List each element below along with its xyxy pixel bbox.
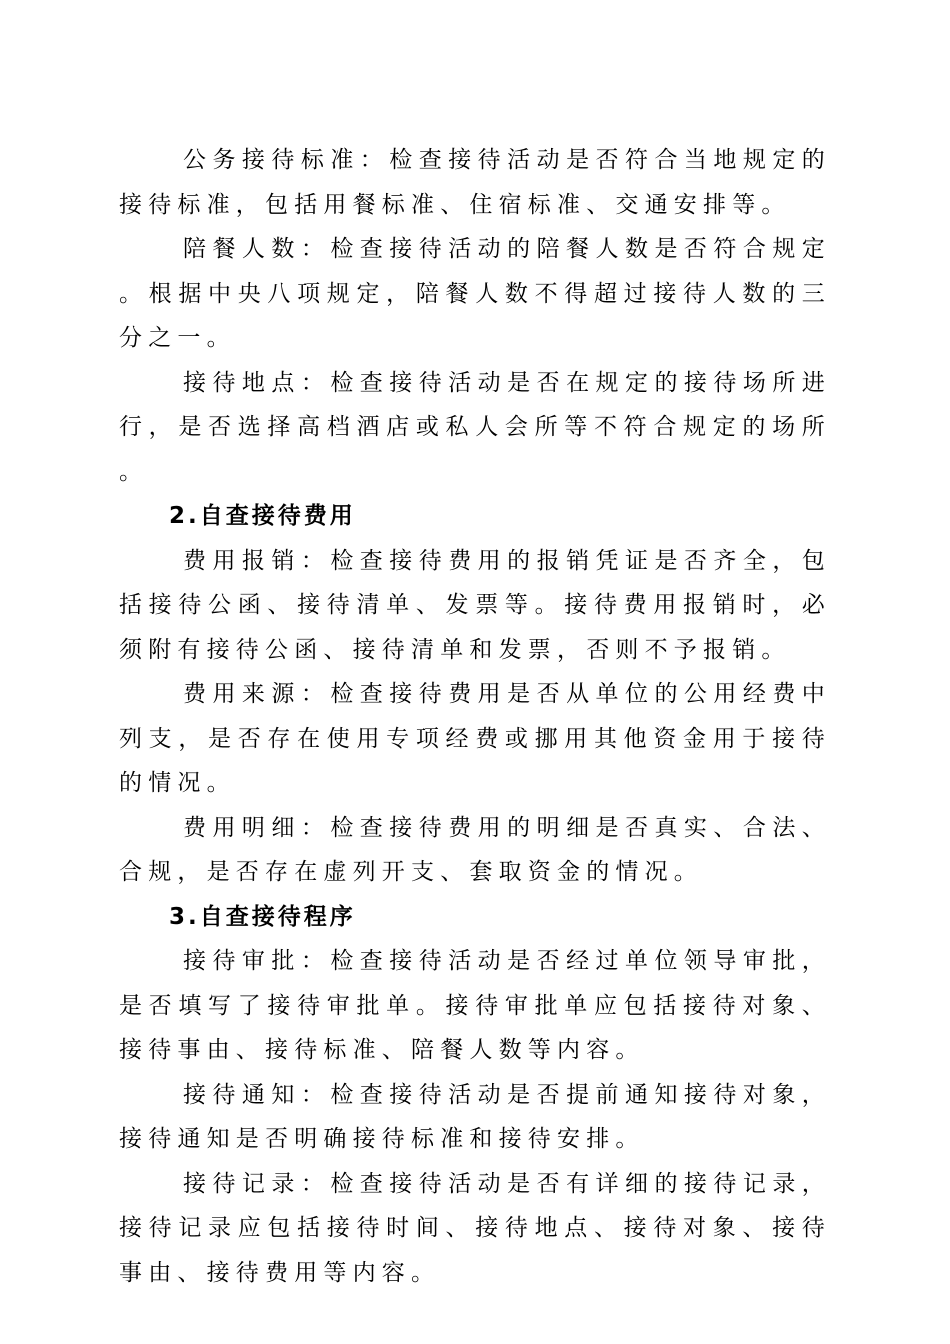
document-body xyxy=(119,138,831,1295)
section-heading-reception-expenses: 2.自查接待费用 xyxy=(169,503,356,529)
paragraph-reception-record: 接待记录：检查接待活动是否有详细的接待记录，接待记录应包括接待时间、接待地点、接待对象、接待事由、接待费用等内容。 xyxy=(119,1170,831,1286)
paragraph-reception-standard: 公务接待标准：检查接待活动是否符合当地规定的接待标准，包括用餐标准、住宿标准、交通安排等。 xyxy=(119,147,831,218)
paragraph-expense-reimbursement: 费用报销：检查接待费用的报销凭证是否齐全，包括接待公函、接待清单、发票等。接待费用报销时，必须附有接待公函、接待清单和发票，否则不予报销。 xyxy=(119,547,831,663)
paragraph-reception-approval: 接待审批：检查接待活动是否经过单位领导审批，是否填写了接待审批单。接待审批单应包括接待对象、接待事由、接待标准、陪餐人数等内容。 xyxy=(119,948,831,1063)
paragraph-expense-details: 费用明细：检查接待费用的明细是否真实、合法、合规，是否存在虚列开支、套取资金的情况。 xyxy=(119,814,831,885)
paragraph-expense-source: 费用来源：检查接待费用是否从单位的公用经费中列支，是否存在使用专项经费或挪用其他资金用于接待的情况。 xyxy=(119,681,831,796)
section-heading-reception-procedure: 3.自查接待程序 xyxy=(169,903,356,930)
paragraph-reception-venue: 接待地点：检查接待活动是否在规定的接待场所进行，是否选择高档酒店或私人会所等不符合规定的场所。 xyxy=(119,369,831,485)
paragraph-reception-notice: 接待通知：检查接待活动是否提前通知接待对象，接待通知是否明确接待标准和接待安排。 xyxy=(119,1081,831,1152)
paragraph-dining-companions: 陪餐人数：检查接待活动的陪餐人数是否符合规定。根据中央八项规定，陪餐人数不得超过接待人数的三分之一。 xyxy=(119,236,831,351)
